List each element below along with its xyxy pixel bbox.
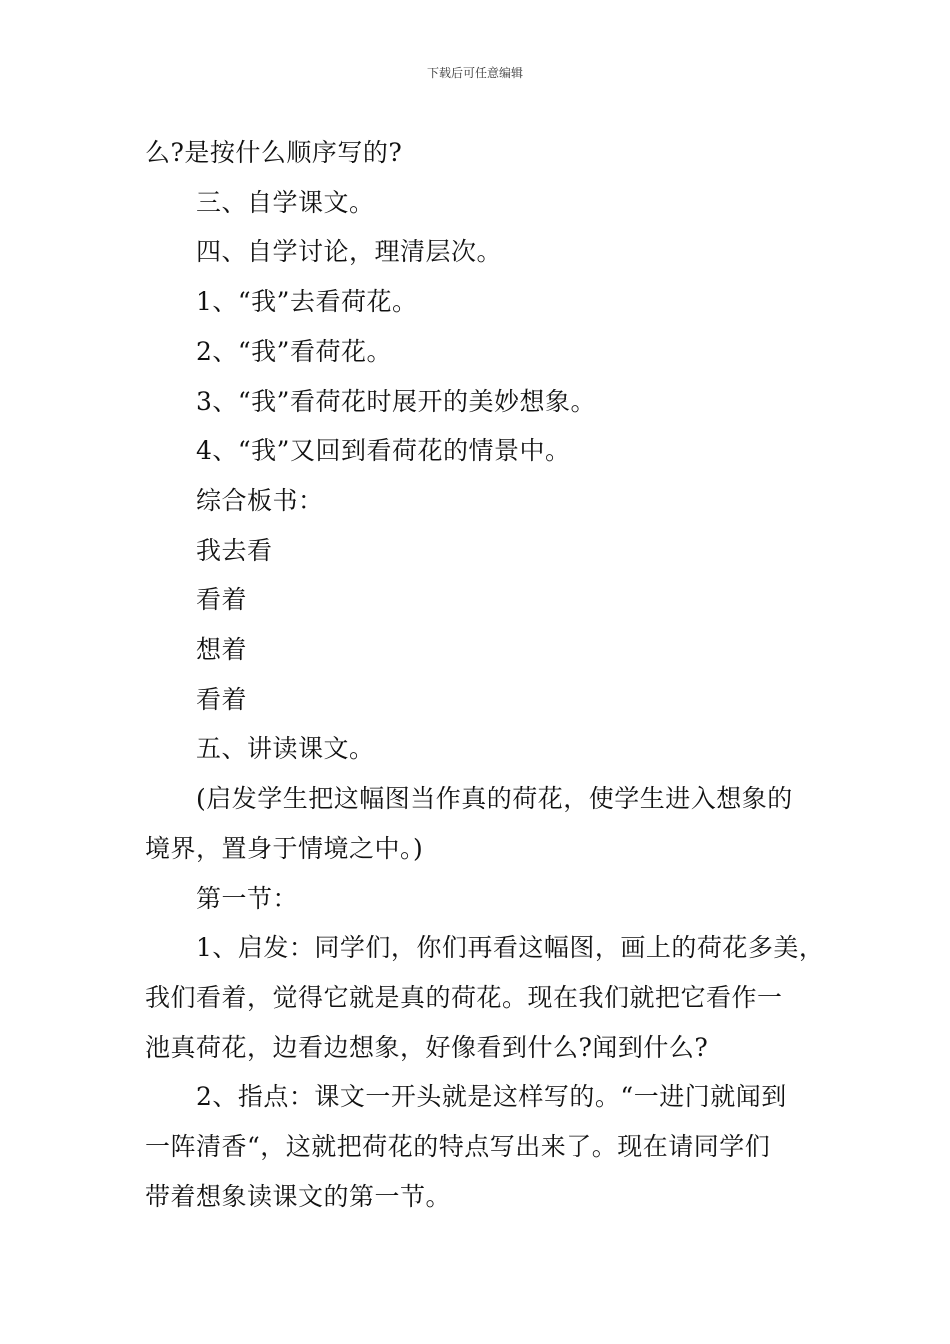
text-line: 池真荷花，边看边想象，好像看到什么?闻到什么? — [145, 1032, 709, 1062]
list-item: 1、“我”去看荷花。 — [196, 287, 418, 317]
board-item: 我去看 — [196, 535, 273, 565]
text-line: 一阵清香“，这就把荷花的特点写出来了。现在请同学们 — [145, 1132, 771, 1162]
text-line: 么?是按什么顺序写的? — [145, 138, 403, 167]
text-line: 带着想象读课文的第一节。 — [145, 1181, 452, 1211]
board-item: 看着 — [196, 684, 248, 714]
text-line: 1、启发：同学们，你们再看这幅图，画上的荷花多美， — [196, 933, 825, 963]
text-line: 境界，置身于情境之中。) — [145, 833, 424, 863]
list-item: 3、“我”看荷花时展开的美妙想象。 — [196, 386, 596, 416]
board-item: 看着 — [196, 585, 248, 615]
list-item: 2、“我”看荷花。 — [196, 336, 392, 366]
section-heading: 四、自学讨论，理清层次。 — [196, 237, 503, 267]
page-header: 下载后可任意编辑 — [426, 66, 523, 80]
subsection-heading: 第一节： — [196, 883, 299, 913]
text-line: 2、指点：课文一开头就是这样写的。“一进门就闻到 — [196, 1082, 787, 1112]
text-line: 综合板书： — [196, 485, 324, 515]
section-heading: 五、讲读课文。 — [196, 734, 375, 764]
text-line: 我们看着，觉得它就是真的荷花。现在我们就把它看作一 — [145, 982, 783, 1012]
document-body — [145, 128, 835, 1221]
section-heading: 三、自学课文。 — [196, 187, 375, 217]
list-item: 4、“我”又回到看荷花的情景中。 — [196, 436, 571, 466]
board-item: 想着 — [196, 635, 248, 665]
text-line: (启发学生把这幅图当作真的荷花，使学生进入想象的 — [196, 784, 793, 814]
